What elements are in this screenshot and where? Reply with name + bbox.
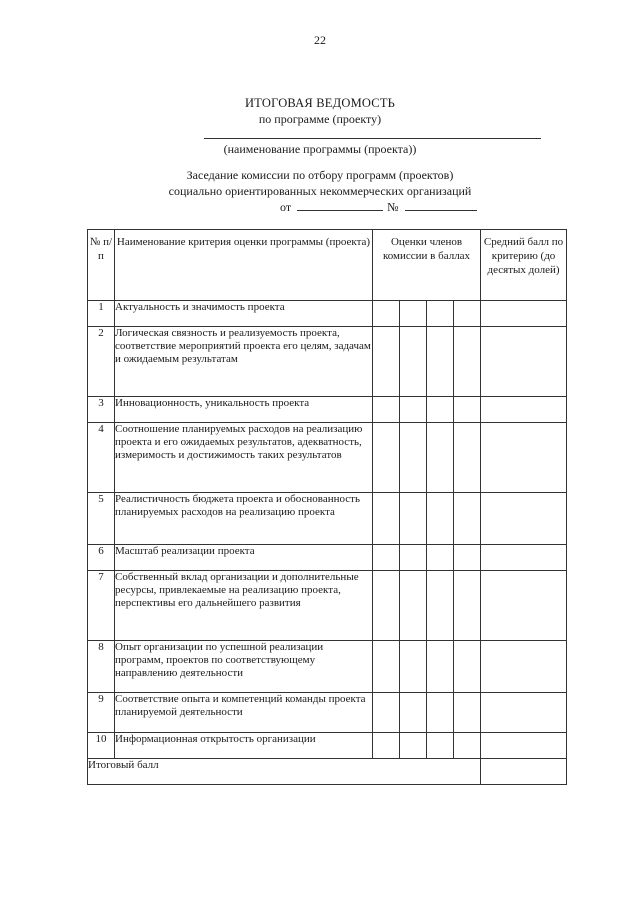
date-prefix: от: [280, 200, 292, 214]
meeting-line-2: социально ориентированных некоммерческих организаций: [168, 184, 472, 198]
score-cell[interactable]: [373, 423, 400, 493]
criterion-name: Соответствие опыта и компетенций команды проекта планируемой деятельности: [115, 693, 373, 733]
score-cell[interactable]: [427, 641, 454, 693]
date-blank[interactable]: [297, 200, 383, 211]
criterion-name: Инновационность, уникальность проекта: [115, 397, 373, 423]
score-cell[interactable]: [400, 733, 427, 759]
score-cell[interactable]: [427, 693, 454, 733]
score-cell[interactable]: [427, 397, 454, 423]
row-number: 8: [88, 641, 115, 693]
criterion-name: Актуальность и значимость проекта: [115, 301, 373, 327]
average-cell[interactable]: [481, 327, 567, 397]
score-cell[interactable]: [373, 693, 400, 733]
criterion-name: Логическая связность и реализуемость проекта, соответствие мероприятий проекта его целям, задачам и ожидаемым результатам: [115, 327, 373, 397]
average-cell[interactable]: [481, 733, 567, 759]
average-cell[interactable]: [481, 397, 567, 423]
score-cell[interactable]: [454, 327, 481, 397]
average-cell[interactable]: [481, 545, 567, 571]
header-num: № п/п: [88, 230, 115, 301]
header-scores: Оценки членов комиссии в баллах: [373, 230, 481, 301]
row-number: 3: [88, 397, 115, 423]
score-cell[interactable]: [400, 423, 427, 493]
score-cell[interactable]: [454, 301, 481, 327]
total-score-cell[interactable]: [481, 759, 567, 785]
total-row: [88, 759, 567, 785]
score-cell[interactable]: [454, 545, 481, 571]
score-cell[interactable]: [427, 301, 454, 327]
header-row: [88, 230, 567, 301]
page-number: 22: [314, 33, 326, 47]
table-row: [88, 733, 567, 759]
score-cell[interactable]: [427, 493, 454, 545]
score-cell[interactable]: [400, 397, 427, 423]
criterion-name: Масштаб реализации проекта: [115, 545, 373, 571]
table-row: [88, 493, 567, 545]
meeting-line-1: Заседание комиссии по отбору программ (проектов): [186, 168, 454, 182]
average-cell[interactable]: [481, 493, 567, 545]
score-table: [87, 229, 567, 785]
score-cell[interactable]: [454, 397, 481, 423]
average-cell[interactable]: [481, 423, 567, 493]
row-number: 6: [88, 545, 115, 571]
score-cell[interactable]: [373, 641, 400, 693]
table-row: [88, 327, 567, 397]
score-cell[interactable]: [373, 397, 400, 423]
table-row: [88, 301, 567, 327]
score-cell[interactable]: [454, 693, 481, 733]
score-cell[interactable]: [373, 327, 400, 397]
score-cell[interactable]: [427, 571, 454, 641]
table-row: [88, 571, 567, 641]
average-cell[interactable]: [481, 301, 567, 327]
date-number-line: [280, 200, 477, 215]
row-number: 9: [88, 693, 115, 733]
score-cell[interactable]: [400, 493, 427, 545]
average-cell[interactable]: [481, 693, 567, 733]
program-name-caption: (наименование программы (проекта)): [223, 142, 417, 156]
number-blank[interactable]: [405, 200, 477, 211]
criterion-name: Соотношение планируемых расходов на реализацию проекта и его ожидаемых результатов, адекватность, измеримость и достижимость таких результатов: [115, 423, 373, 493]
score-cell[interactable]: [427, 733, 454, 759]
score-cell[interactable]: [454, 423, 481, 493]
row-number: 10: [88, 733, 115, 759]
score-cell[interactable]: [400, 327, 427, 397]
score-cell[interactable]: [373, 301, 400, 327]
score-cell[interactable]: [373, 571, 400, 641]
row-number: 7: [88, 571, 115, 641]
row-number: 2: [88, 327, 115, 397]
score-cell[interactable]: [400, 301, 427, 327]
average-cell[interactable]: [481, 641, 567, 693]
table-row: [88, 423, 567, 493]
criterion-name: Информационная открытость организации: [115, 733, 373, 759]
table-row: [88, 693, 567, 733]
average-cell[interactable]: [481, 571, 567, 641]
row-number: 4: [88, 423, 115, 493]
score-cell[interactable]: [400, 641, 427, 693]
score-cell[interactable]: [454, 571, 481, 641]
table-row: [88, 545, 567, 571]
score-cell[interactable]: [454, 493, 481, 545]
score-cell[interactable]: [400, 545, 427, 571]
row-number: 5: [88, 493, 115, 545]
score-cell[interactable]: [373, 493, 400, 545]
criterion-name: Собственный вклад организации и дополнительные ресурсы, привлекаемые на реализацию проекта, перспективы его дальнейшего развития: [115, 571, 373, 641]
table-row: [88, 641, 567, 693]
row-number: 1: [88, 301, 115, 327]
header-criterion: Наименование критерия оценки программы (проекта): [115, 230, 373, 301]
score-cell[interactable]: [427, 545, 454, 571]
score-cell[interactable]: [400, 571, 427, 641]
number-sign: №: [387, 200, 399, 214]
program-name-line[interactable]: [204, 138, 541, 139]
score-cell[interactable]: [427, 423, 454, 493]
score-cell[interactable]: [454, 733, 481, 759]
criterion-name: Опыт организации по успешной реализации программ, проектов по соответствующему направлению деятельности: [115, 641, 373, 693]
document-subtitle: по программе (проекту): [258, 112, 382, 126]
score-cell[interactable]: [427, 327, 454, 397]
table-row: [88, 397, 567, 423]
score-cell[interactable]: [400, 693, 427, 733]
score-cell[interactable]: [454, 641, 481, 693]
document-title: ИТОГОВАЯ ВЕДОМОСТЬ: [244, 96, 396, 110]
criterion-name: Реалистичность бюджета проекта и обоснованность планируемых расходов на реализацию проекта: [115, 493, 373, 545]
score-cell[interactable]: [373, 545, 400, 571]
total-label: Итоговый балл: [88, 759, 481, 785]
header-average: Средний балл по критерию (до десятых долей): [481, 230, 567, 301]
score-cell[interactable]: [373, 733, 400, 759]
